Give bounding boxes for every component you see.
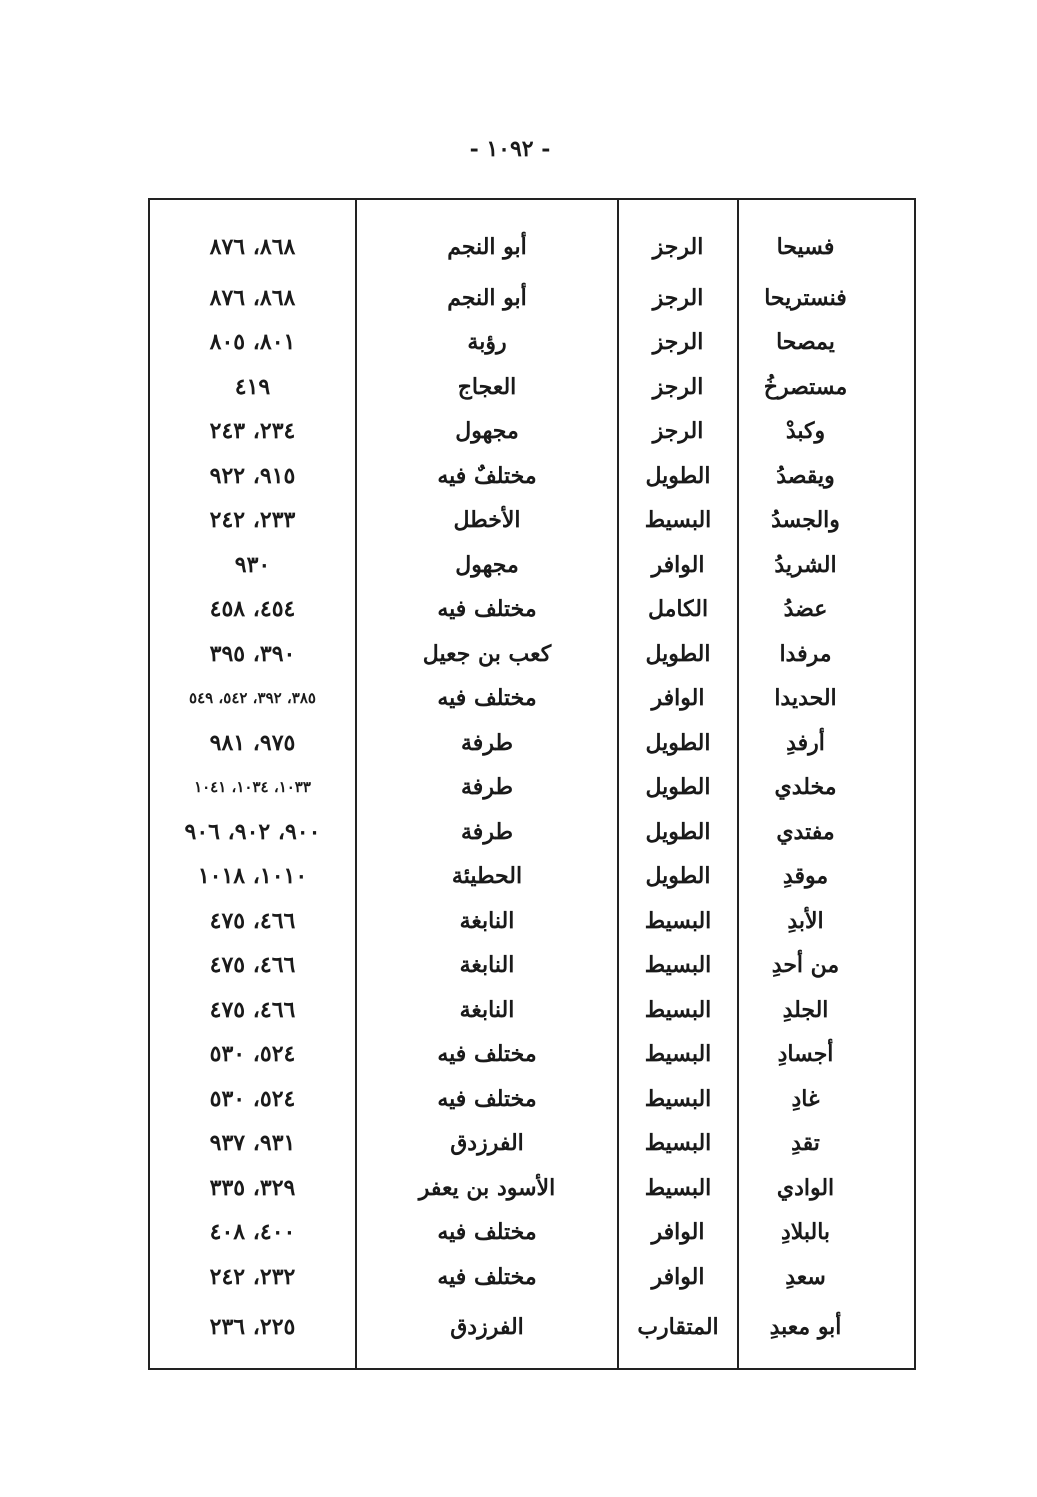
meter-cell: الطويل — [618, 721, 738, 766]
pages-cell: ٥٢٤، ٥٣٠ — [209, 1041, 296, 1068]
table-row — [150, 676, 918, 721]
poet-cell: مجهول — [356, 409, 618, 454]
meter-cell: الوافر — [618, 676, 738, 721]
meter-cell: البسيط — [618, 899, 738, 944]
page-number: - ١٠٩٢ - — [469, 136, 551, 162]
meter-cell: الطويل — [618, 810, 738, 855]
table-row — [150, 1032, 918, 1077]
rhyme-cell: الشريدُ — [738, 542, 918, 587]
poet-cell: رؤبة — [356, 320, 618, 365]
pages-cell: ١٠١٠، ١٠١٨ — [197, 863, 308, 890]
meter-cell: الرجز — [618, 320, 738, 365]
meter-cell: الوافر — [618, 1210, 738, 1255]
table-row — [150, 1121, 918, 1166]
pages-cell: ٩١٥، ٩٢٢ — [209, 462, 296, 489]
pages-cell: ٤٥٤، ٤٥٨ — [209, 596, 296, 623]
rhyme-cell: تقدِ — [738, 1121, 918, 1166]
poet-cell: مجهول — [356, 542, 618, 587]
pages-cell: ٣٨٥، ٣٩٢، ٥٤٢، ٥٤٩ — [189, 689, 316, 708]
table-row — [150, 765, 918, 810]
table-row — [150, 542, 918, 587]
poet-cell: العجاج — [356, 364, 618, 409]
pages-cell: ٤٦٦، ٤٧٥ — [209, 996, 296, 1023]
pages-cell: ٤٦٦، ٤٧٥ — [209, 907, 296, 934]
pages-cell: ٩٠٠، ٩٠٢، ٩٠٦ — [184, 818, 321, 845]
meter-cell: الطويل — [618, 631, 738, 676]
poet-cell: النابغة — [356, 899, 618, 944]
table-row — [150, 631, 918, 676]
pages-cell: ٢٢٥، ٢٣٦ — [209, 1313, 296, 1340]
poet-cell: مختلف فيه — [356, 1210, 618, 1255]
meter-cell: الطويل — [618, 453, 738, 498]
meter-cell: البسيط — [618, 1121, 738, 1166]
poet-cell: الفرزدق — [356, 1299, 618, 1368]
rhyme-cell: الحديدا — [738, 676, 918, 721]
poet-cell: طرفة — [356, 765, 618, 810]
table-row — [150, 587, 918, 632]
table-row — [150, 1166, 918, 1211]
table-row — [150, 200, 918, 275]
meter-cell: البسيط — [618, 1166, 738, 1211]
meter-cell: الرجز — [618, 364, 738, 409]
meter-cell: الطويل — [618, 854, 738, 899]
rhyme-cell: مرفدا — [738, 631, 918, 676]
poet-cell: طرفة — [356, 721, 618, 766]
pages-cell: ١٠٣٣، ١٠٣٤، ١٠٤١ — [194, 778, 311, 797]
pages-cell: ٥٢٤، ٥٣٠ — [209, 1085, 296, 1112]
rhyme-cell: وكبدْ — [738, 409, 918, 454]
table-row — [150, 810, 918, 855]
rhyme-cell: أبو معبدِ — [738, 1299, 918, 1368]
poet-cell: كعب بن جعيل — [356, 631, 618, 676]
pages-cell: ٤٦٦، ٤٧٥ — [209, 952, 296, 979]
rhyme-cell: من أحدِ — [738, 943, 918, 988]
table-row — [150, 320, 918, 365]
meter-cell: الرجز — [618, 275, 738, 320]
poet-cell: الأسود بن يعفر — [356, 1166, 618, 1211]
meter-cell: البسيط — [618, 988, 738, 1033]
table-row — [150, 1210, 918, 1255]
rhyme-cell: بالبلادِ — [738, 1210, 918, 1255]
rhyme-cell: الجلدِ — [738, 988, 918, 1033]
poet-cell: الأخطل — [356, 498, 618, 543]
poet-cell: مختلف فيه — [356, 1077, 618, 1122]
rhyme-cell: ويقصدُ — [738, 453, 918, 498]
meter-cell: المتقارب — [618, 1299, 738, 1368]
meter-cell: الكامل — [618, 587, 738, 632]
rhyme-cell: أرفدِ — [738, 721, 918, 766]
meter-cell: البسيط — [618, 498, 738, 543]
table-row — [150, 854, 918, 899]
poet-cell: أبو النجم — [356, 275, 618, 320]
table-row — [150, 1255, 918, 1300]
poet-cell: الحطيئة — [356, 854, 618, 899]
rhyme-cell: يمصحا — [738, 320, 918, 365]
table-row — [150, 721, 918, 766]
table-row — [150, 988, 918, 1033]
meter-cell: الوافر — [618, 1255, 738, 1300]
poet-cell: أبو النجم — [356, 200, 618, 275]
rhyme-cell: مخلدي — [738, 765, 918, 810]
pages-cell: ٩٣١، ٩٣٧ — [209, 1130, 296, 1157]
meter-cell: الرجز — [618, 200, 738, 275]
pages-cell: ٩٣٠ — [234, 551, 271, 578]
poet-cell: مختلف فيه — [356, 676, 618, 721]
poet-cell: النابغة — [356, 988, 618, 1033]
meter-cell: البسيط — [618, 943, 738, 988]
table-row — [150, 1077, 918, 1122]
meter-cell: البسيط — [618, 1077, 738, 1122]
rhyme-cell: موقدِ — [738, 854, 918, 899]
table-row — [150, 453, 918, 498]
pages-cell: ٩٧٥، ٩٨١ — [209, 729, 296, 756]
poet-cell: مختلف فيه — [356, 1255, 618, 1300]
pages-cell: ٨٦٨، ٨٧٦ — [209, 284, 296, 311]
rhyme-cell: غادِ — [738, 1077, 918, 1122]
pages-cell: ٢٣٤، ٢٤٣ — [209, 418, 296, 445]
meter-cell: البسيط — [618, 1032, 738, 1077]
poet-cell: الفرزدق — [356, 1121, 618, 1166]
rhyme-cell: مفتدي — [738, 810, 918, 855]
table-row — [150, 498, 918, 543]
meter-cell: الوافر — [618, 542, 738, 587]
pages-cell: ٤٠٠، ٤٠٨ — [209, 1219, 296, 1246]
pages-cell: ٨٦٨، ٨٧٦ — [209, 233, 296, 260]
rhyme-cell: فسيحا — [738, 200, 918, 275]
pages-cell: ٣٢٩، ٣٣٥ — [209, 1174, 296, 1201]
pages-cell: ٢٣٣، ٢٤٢ — [209, 507, 296, 534]
rhyme-cell: مستصرخُ — [738, 364, 918, 409]
poet-cell: النابغة — [356, 943, 618, 988]
poet-cell: مختلف فيه — [356, 1032, 618, 1077]
pages-cell: ٨٠١، ٨٠٥ — [209, 329, 296, 356]
pages-cell: ٢٣٢، ٢٤٢ — [209, 1263, 296, 1290]
meter-cell: الطويل — [618, 765, 738, 810]
table-row — [150, 1299, 918, 1368]
pages-cell: ٣٩٠، ٣٩٥ — [209, 640, 296, 667]
meter-cell: الرجز — [618, 409, 738, 454]
poet-cell: مختلفٌ فيه — [356, 453, 618, 498]
rhyme-cell: سعدِ — [738, 1255, 918, 1300]
rhyme-cell: والجسدُ — [738, 498, 918, 543]
rhyme-cell: الوادي — [738, 1166, 918, 1211]
verse-index-table — [148, 198, 916, 1370]
poet-cell: طرفة — [356, 810, 618, 855]
table-row — [150, 364, 918, 409]
table-row — [150, 943, 918, 988]
rhyme-cell: الأبدِ — [738, 899, 918, 944]
pages-cell: ٤١٩ — [234, 373, 271, 400]
poet-cell: مختلف فيه — [356, 587, 618, 632]
rhyme-cell: أجسادِ — [738, 1032, 918, 1077]
table-row — [150, 275, 918, 320]
rhyme-cell: فنستريحا — [738, 275, 918, 320]
table-row — [150, 899, 918, 944]
rhyme-cell: عضدُ — [738, 587, 918, 632]
table-row — [150, 409, 918, 454]
